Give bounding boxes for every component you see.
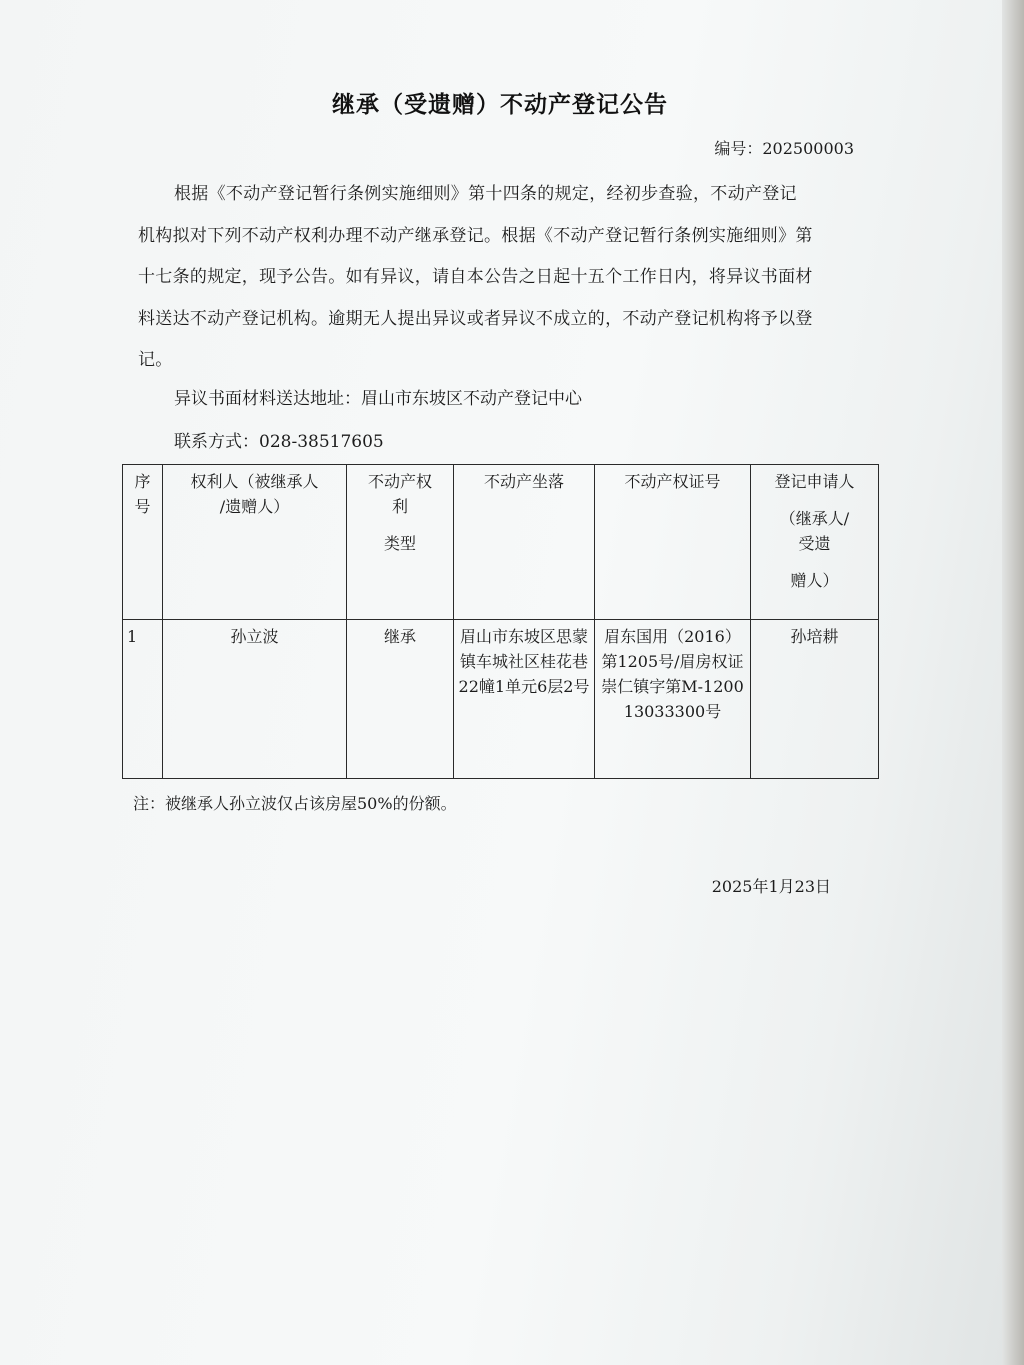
cell-location: 眉山市东坡区思蒙镇车城社区桂花巷22幢1单元6层2号 xyxy=(454,620,595,779)
objection-address: 异议书面材料送达地址：眉山市东坡区不动产登记中心 xyxy=(174,389,582,409)
paper-edge-shadow xyxy=(1002,0,1024,1365)
table-footnote: 注：被继承人孙立波仅占该房屋50%的份额。 xyxy=(133,794,457,813)
header-cert-no: 不动产权证号 xyxy=(595,465,751,620)
notice-title: 继承（受遗赠）不动产登记公告 xyxy=(332,92,668,118)
header-owner: 权利人（被继承人 /遗赠人） xyxy=(163,465,347,620)
header-applicant: 登记申请人 （继承人/ 受遗 赠人） xyxy=(751,465,879,620)
cell-right-type: 继承 xyxy=(347,620,454,779)
cell-applicant: 孙培耕 xyxy=(751,620,879,779)
registration-table xyxy=(122,464,879,779)
table-header-row xyxy=(123,465,879,620)
contact-info: 联系方式：028-38517605 xyxy=(174,432,384,452)
notice-number: 编号：202500003 xyxy=(714,139,854,158)
cell-owner: 孙立波 xyxy=(163,620,347,779)
table-row xyxy=(123,620,879,779)
notice-body-paragraph: 根据《不动产登记暂行条例实施细则》第十四条的规定，经初步查验，不动产登记机构拟对下列不动产权利办理不动产继承登记。根据《不动产登记暂行条例实施细则》第十七条的规定，现予公告。如有异议，请自本公告之日起十五个工作日内，将异议书面材料送达不动产登记机构。逾期无人提出异议或者异议不成立的，不动产登记机构将予以登记。 xyxy=(138,184,813,370)
cell-cert-no: 眉东国用（2016）第1205号/眉房权证崇仁镇字第M-120013033300号 xyxy=(595,620,751,779)
cell-no: 1 xyxy=(123,620,163,779)
header-right-type: 不动产权 利 类型 xyxy=(347,465,454,620)
header-no: 序 号 xyxy=(123,465,163,620)
header-location: 不动产坐落 xyxy=(454,465,595,620)
notice-date: 2025年1月23日 xyxy=(711,877,831,896)
